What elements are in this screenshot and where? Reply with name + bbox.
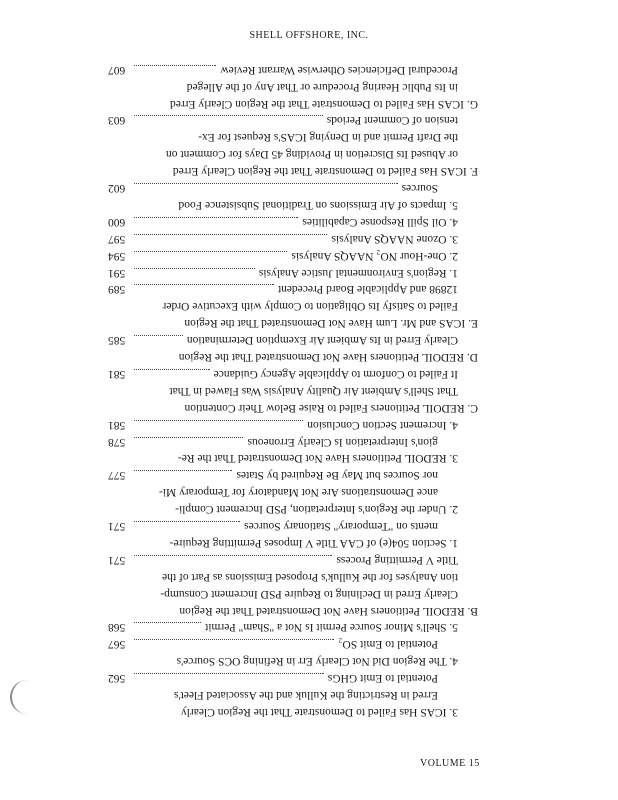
toc-dot-leader — [134, 234, 327, 236]
toc-entry-text: 3. REDOIL Petitioners Have Not Demonstrated That the Re- — [177, 452, 458, 465]
toc-dot-leader — [134, 623, 201, 625]
toc-dot-leader — [134, 555, 332, 557]
toc-page-number: 562 — [108, 672, 126, 685]
toc-entry-text: E. ICAS and Mr. Lum Have Not Demonstrated That the Region — [184, 317, 478, 330]
toc-dot-leader — [134, 268, 255, 270]
toc-page-number: 571 — [108, 553, 126, 566]
toc-entry-text: 5. Impacts of Air Emissions on Traditional Subsistence Food — [178, 199, 458, 211]
page-header: SHELL OFFSHORE, INC. — [249, 30, 369, 41]
toc-entry-text: nor Sources but May Be Required by States — [236, 469, 438, 482]
toc-entry-text: G. ICAS Has Failed to Demonstrate That the Region Clearly Erred — [170, 97, 478, 110]
binder-hole-mark — [10, 680, 34, 714]
toc-dot-leader — [134, 470, 232, 472]
toc-entry-text: 4. Oil Spill Response Capabilities — [302, 215, 458, 228]
page-footer: VOLUME 15 — [420, 758, 480, 769]
toc-entry-text: Clearly Erred in Declining to Require PSD Increment Consump- — [160, 587, 458, 600]
toc-entry-text: It Failed to Conform to Applicable Agency Guidance — [213, 368, 458, 380]
toc-dot-leader — [134, 639, 334, 641]
toc-page-number: 568 — [108, 621, 126, 634]
toc-entry-text: 4. The Region Did Not Clearly Err in Refining OCS Source's — [176, 655, 458, 668]
toc-entry-text: tion Analyses for the Kulluk's Proposed Emissions as Part of the — [162, 570, 458, 583]
toc-entry-text: or Abused Its Discretion in Providing 45 Days for Comment on — [166, 148, 458, 161]
toc-entry-text: C. REDOIL Petitioners Failed to Raise Below Their Contention — [184, 401, 478, 414]
toc-page-number: 577 — [108, 469, 126, 482]
toc-dot-leader — [134, 183, 398, 185]
toc-dot-leader — [134, 116, 323, 118]
toc-dot-leader — [134, 335, 183, 337]
toc-dot-leader — [134, 369, 210, 371]
toc-page-number: 581 — [108, 418, 126, 431]
toc-dot-leader — [134, 521, 240, 523]
toc-page-number: 581 — [108, 368, 126, 380]
toc-entry-text: 2. Under the Region's Interpretation, PSD Increment Compli- — [175, 503, 458, 516]
toc-entry-text: 4. Increment Section Conclusion — [307, 418, 458, 431]
toc-dot-leader — [134, 217, 298, 219]
toc-entry-text: 1. Section 504(e) of CAA Title V Imposes Permitting Require- — [169, 537, 458, 549]
toc-entry-text: 12898 and Applicable Board Precedent — [277, 283, 458, 296]
toc-entry-text: ance Demonstrations Are Not Mandatory for Temporary Mi- — [158, 486, 438, 499]
toc-entry-text: Potential to Emit GHGs — [327, 672, 438, 685]
toc-page-number: 597 — [108, 232, 126, 245]
toc-entry-text: B. REDOIL Petitioners Have Not Demonstrated That the Region — [179, 604, 478, 617]
toc-entry-text: That Shell's Ambient Air Quality Analysis Was Flawed in That — [169, 384, 458, 397]
toc-entry-text: Erred in Restricting the Kulluk and the Associated Fleet's — [174, 689, 438, 702]
toc-page-number: 594 — [108, 249, 126, 262]
toc-entry-text: 2. One-Hour NO₂ NAAQS Analysis — [291, 249, 458, 262]
toc-dot-leader — [134, 420, 303, 422]
toc-entry-text: D. REDOIL Petitioners Have Not Demonstrated That the Region — [178, 351, 478, 364]
table-of-contents — [108, 62, 478, 722]
toc-page-number: 578 — [108, 435, 126, 448]
toc-dot-leader — [134, 673, 324, 675]
toc-dot-leader — [134, 65, 216, 67]
toc-page-number: 600 — [108, 215, 126, 228]
toc-page-number: 585 — [108, 334, 126, 347]
toc-page-number: 603 — [108, 114, 126, 127]
toc-entry-text: 3. Ozone NAAQS Analysis — [331, 232, 458, 245]
toc-entry-text: tension of Comment Periods — [326, 114, 458, 127]
toc-entry-text: F. ICAS Has Failed to Demonstrate That the Region Clearly Erred — [172, 165, 478, 178]
toc-entry-text: gion's Interpretation Is Clearly Erroneous — [247, 435, 438, 448]
toc-entry-text: ments on "Temporary" Stationary Sources — [244, 520, 438, 533]
toc-dot-leader — [134, 251, 287, 253]
toc-body — [108, 62, 478, 722]
toc-page-number: 591 — [108, 266, 126, 279]
toc-page-number: 567 — [108, 638, 126, 651]
toc-entry — [108, 60, 478, 80]
toc-entry-text: in Its Public Hearing Procedure or That Any of the Alleged — [186, 80, 458, 93]
toc-entry-text: Potential to Emit SO₂ — [338, 638, 438, 651]
toc-entry-text: Procedural Deficiencies Otherwise Warrant Review — [220, 63, 458, 76]
toc-entry-text: Clearly Erred in Its Ambient Air Exemption Determination — [186, 334, 458, 347]
toc-page-number: 571 — [108, 520, 126, 533]
toc-dot-leader — [134, 285, 274, 287]
toc-page-number: 589 — [108, 283, 126, 296]
toc-page-number: 602 — [108, 182, 126, 195]
toc-entry-text: 5. Shell's Minor Source Permit Is Not a "Sham" Permit — [205, 621, 458, 634]
toc-dot-leader — [134, 437, 243, 439]
toc-entry-text: Sources — [401, 182, 438, 195]
toc-entry-text: Title V Permitting Process — [336, 553, 458, 566]
toc-entry-text: Failed to Satisfy Its Obligation to Comply with Executive Order — [162, 300, 458, 313]
toc-page-number: 607 — [108, 63, 126, 76]
toc-entry-text: the Draft Permit and in Denying ICAS's Request for Ex- — [198, 131, 458, 144]
toc-entry-text: 3. ICAS Has Failed to Demonstrate That the Region Clearly — [180, 706, 458, 718]
toc-entry-text: 1. Region's Environmental Justice Analysis — [258, 266, 458, 279]
